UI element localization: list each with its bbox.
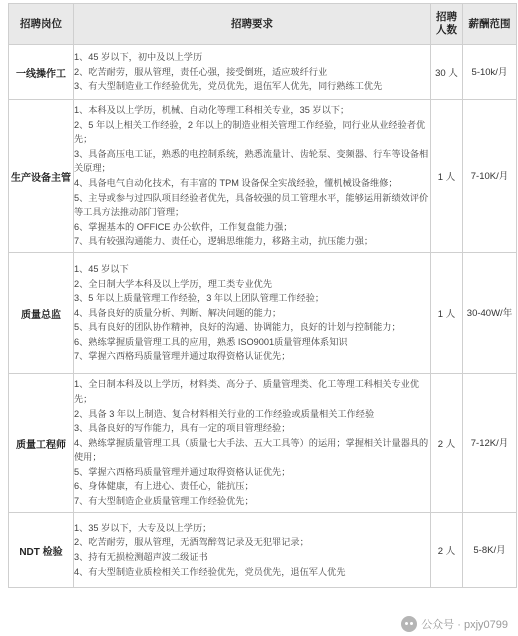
table-row [9,100,517,253]
table-row [9,513,517,588]
hiring-count: 1 人 [431,100,463,253]
wechat-icon [401,616,417,632]
requirement-item: 3、有大型制造业工作经验优先，党员优先，退伍军人优先，同行熟练工优先 [74,81,383,92]
requirement-item: 3、持有无损检测超声波二级证书 [74,552,208,562]
salary-range: 30-40W/年 [463,253,517,374]
watermark-text: 公众号 · pxjy0799 [421,619,508,631]
requirement-item: 2、5 年以上相关工作经验，2 年以上的制造业相关管理工作经验，同行业从业经验者优先； [74,119,426,145]
requirement-item: 6、掌握基本的 OFFICE 办公软件，工作复盘能力强； [74,221,293,232]
header-salary: 薪酬范围 [463,4,517,45]
requirement-item: 4、具备良好的质量分析、判断、解决问题的能力； [74,307,282,318]
job-requirements [74,253,431,374]
requirement-item: 4、有大型制造业质检相关工作经验优先，党员优先，退伍军人优先 [74,566,346,577]
requirement-item: 4、熟练掌握质量管理工具（质量七大手法、五大工具等）的运用；掌握相关计量器具的使用； [74,437,429,463]
requirement-item: 6、身体健康，有上进心、责任心，能抗压； [74,481,254,492]
hiring-count: 2 人 [431,513,463,588]
hiring-count: 1 人 [431,253,463,374]
job-requirements [74,100,431,253]
watermark [401,616,508,632]
requirement-item: 7、有大型制造企业质量管理工作经验优先； [74,496,254,507]
requirement-item: 1、35 岁以下，大专及以上学历； [74,522,212,533]
table-header-row [9,4,517,45]
requirement-item: 2、吃苦耐劳，服从管理，责任心强，接受倒班，适应玻纤行业 [74,66,328,77]
table-row [9,374,517,513]
job-position: 质量工程师 [9,374,74,513]
requirement-item: 6、熟练掌握质量管理工具的应用，熟悉 ISO9001质量管理体系知识 [74,336,348,347]
job-position: 一线操作工 [9,45,74,100]
table-row [9,45,517,100]
job-requirements [74,45,431,100]
recruitment-table [8,3,517,588]
hiring-count: 30 人 [431,45,463,100]
requirement-item: 2、吃苦耐劳，服从管理，无酒驾醉驾记录及无犯罪记录； [74,537,309,548]
job-position: 质量总监 [9,253,74,374]
salary-range: 5-10k/月 [463,45,517,100]
requirement-item: 3、具备良好的写作能力，具有一定的项目管理经验； [74,423,291,434]
job-position: NDT 检验 [9,513,74,588]
requirement-item: 3、5 年以上质量管理工作经验，3 年以上团队管理工作经验； [74,293,325,304]
requirement-item: 5、掌握六西格玛质量管理并通过取得资格认证优先； [74,466,291,477]
requirement-item: 5、主导或参与过四队项目经验者优先，具备较强的员工管理水平，能够运用新绩效评价等工具方法推动部门管理； [74,192,429,218]
requirement-item: 3、具备高压电工证，熟悉的电控制系统，熟悉流量计、齿轮泵、变频器、行车等设备相关原理； [74,148,429,174]
requirement-item: 7、具有较强沟通能力、责任心，逻辑思维能力，移路主动，抗压能力强； [74,236,374,247]
salary-range: 5-8K/月 [463,513,517,588]
header-requirements: 招聘要求 [74,4,431,45]
requirement-item: 1、45 岁以下，初中及以上学历 [74,52,203,63]
salary-range: 7-10K/月 [463,100,517,253]
job-requirements [74,374,431,513]
requirement-item: 5、具有良好的团队协作精神，良好的沟通、协调能力，良好的计划与控制能力； [74,322,401,333]
requirement-item: 2、具备 3 年以上制造、复合材料相关行业的工作经验或质量相关工作经验 [74,408,375,419]
requirement-item: 2、全日制大学本科及以上学历，理工类专业优先 [74,278,273,289]
job-position: 生产设备主管 [9,100,74,253]
salary-range: 7-12K/月 [463,374,517,513]
requirement-item: 7、掌握六西格玛质量管理并通过取得资格认证优先； [74,351,291,362]
header-count: 招聘人数 [431,4,463,45]
requirement-item: 1、全日制本科及以上学历，材料类、高分子、质量管理类、化工等理工科相关专业优先； [74,379,420,404]
hiring-count: 2 人 [431,374,463,513]
header-position: 招聘岗位 [9,4,74,45]
table-row [9,253,517,374]
requirement-item: 1、本科及以上学历，机械、自动化等理工科相关专业，35 岁以下； [74,105,350,116]
job-requirements [74,513,431,588]
requirement-item: 4、具备电气自动化技术，有丰富的 TPM 设备保全实战经验，懂机械设备维修； [74,178,398,188]
requirement-item: 1、45 岁以下 [74,263,129,274]
